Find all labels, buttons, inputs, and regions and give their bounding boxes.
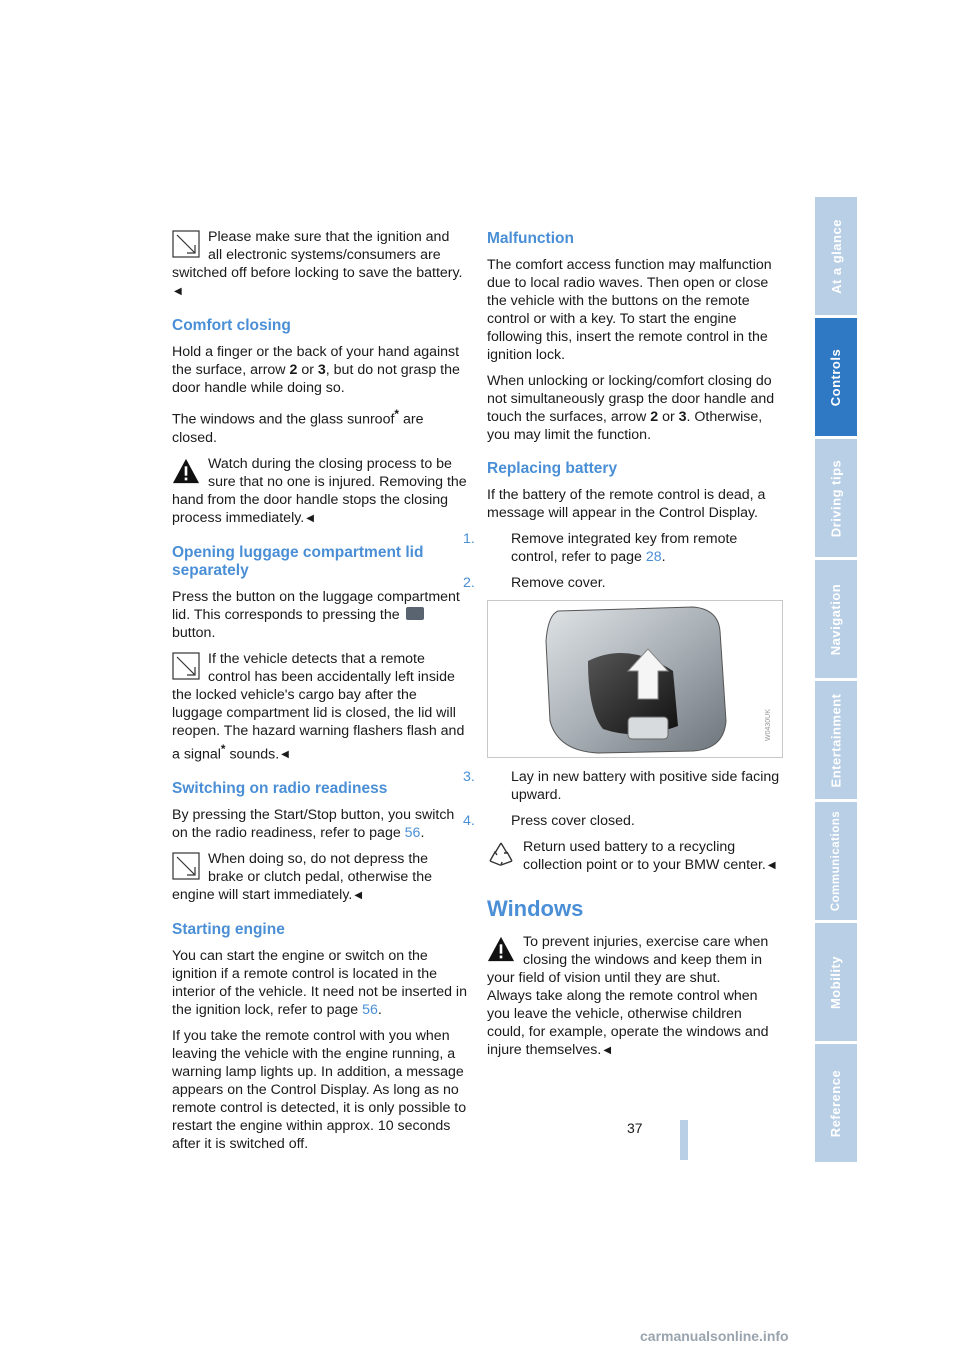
para-malfunction-2: When unlocking or locking/comfort closing do not simultaneously grasp the door handle and touch the surfaces, arrow 2 or 3. Otherwise, you may limit the function. <box>487 373 775 443</box>
tab-controls[interactable]: Controls <box>815 318 857 436</box>
step-3: 3. Lay in new battery with positive side facing upward. <box>463 769 780 803</box>
heading-starting: Starting engine <box>172 921 285 939</box>
note-battery-lock: Please make sure that the ignition and all electronic systems/consumers are switched off before locking to save the battery.◀ <box>172 229 463 297</box>
remote-control-illustration <box>488 601 782 757</box>
tab-at-a-glance[interactable]: At a glance <box>815 197 857 315</box>
photo-code: W0430UK <box>765 709 772 741</box>
left-column <box>172 228 467 1161</box>
heading-malfunction: Malfunction <box>487 230 574 247</box>
remote-control-photo <box>487 600 783 758</box>
trunk-button-icon <box>406 607 424 620</box>
page-link-56[interactable]: 56 <box>404 825 421 842</box>
heading-radio: Switching on radio readiness <box>172 780 388 798</box>
step-2: 2. Remove cover. <box>463 575 606 591</box>
note-luggage-reopen: If the vehicle detects that a remote control has been accidentally left inside the locked vehicle's cargo bay after the luggage compartment lid is closed, the lid will reopen. The hazard warning flashers flash and a signal* sounds. ◀ <box>172 650 465 763</box>
para-luggage: Press the button on the luggage compartment lid. This corresponds to pressing the button. <box>172 588 460 641</box>
para-radio: By pressing the Start/Stop button, you switch on the radio readiness, refer to page 56. <box>172 807 455 842</box>
warning-triangle-icon <box>487 935 515 963</box>
para-warning-lamp: If you take the remote control with you when leaving the vehicle with the engine running, a warning lamp lights up. In addition, a message appears on the Control Display. As long as no remote control is detected, it is only possible to restart the engine within approx. 10 seconds after it is switched off. <box>172 1028 467 1153</box>
tab-communications[interactable]: Communications <box>815 802 857 920</box>
tab-navigation[interactable]: Navigation <box>815 560 857 678</box>
note-brake: When doing so, do not depress the brake or clutch pedal, otherwise the engine will start immediately. ◀ <box>172 851 432 904</box>
para-battery: If the battery of the remote control is dead, a message will appear in the Control Display. <box>487 487 766 521</box>
para-windows-closed: The windows and the glass sunroof* are closed. <box>172 407 424 446</box>
note-arrow-icon <box>172 230 200 258</box>
page-link-28[interactable]: 28 <box>645 549 662 565</box>
right-column <box>463 228 782 1068</box>
recycle-icon <box>487 840 515 868</box>
note-arrow-icon <box>172 652 200 680</box>
tab-reference[interactable]: Reference <box>815 1044 857 1162</box>
chapter-tabs <box>815 197 857 1165</box>
heading-windows: Windows <box>487 896 584 921</box>
warning-closing: Watch during the closing process to be sure that no one is injured. Removing the hand from the door handle stops the closing process immediately. ◀ <box>172 455 467 526</box>
page-marker-bar <box>680 1120 688 1160</box>
warning-triangle-icon <box>172 457 200 485</box>
heading-comfort-closing: Comfort closing <box>172 317 291 334</box>
heading-battery: Replacing battery <box>487 460 618 477</box>
note-arrow-icon <box>172 852 200 880</box>
step-4: 4. Press cover closed. <box>463 813 635 829</box>
page-link-56[interactable]: 56 <box>362 1002 378 1019</box>
step-1: 1. Remove integrated key from remote control, refer to page 28. <box>463 531 738 565</box>
tab-entertainment[interactable]: Entertainment <box>815 681 857 799</box>
para-starting: You can start the engine or switch on the ignition if a remote control is located in the interior of the vehicle. It need not be inserted in the ignition lock, refer to page 56. <box>172 948 467 1019</box>
warning-windows: To prevent injuries, exercise care when closing the windows and keep them in your field of vision until they are shut. Always take along the remote control when you leave the vehicle, otherwise children could, for example, operate the windows and injure themselves. ◀ <box>487 934 769 1058</box>
note-recycle: Return used battery to a recycling collection point or to your BMW center. ◀ <box>487 838 782 875</box>
para-malfunction: The comfort access function may malfunction due to local radio waves. Then open or close the vehicle with the buttons on the remote control or with a key. To start the engine following this, insert the remote control in the ignition lock. <box>487 257 772 363</box>
tab-mobility[interactable]: Mobility <box>815 923 857 1041</box>
footer-watermark: carmanualsonline.info <box>640 1328 789 1344</box>
heading-luggage: Opening luggage compartment lid separately <box>172 543 424 579</box>
para-comfort-closing: Hold a finger or the back of your hand against the surface, arrow 2 or 3, but do not grasp the door handle while doing so. <box>172 344 460 396</box>
tab-driving-tips[interactable]: Driving tips <box>815 439 857 557</box>
page-number: 37 <box>627 1120 643 1136</box>
